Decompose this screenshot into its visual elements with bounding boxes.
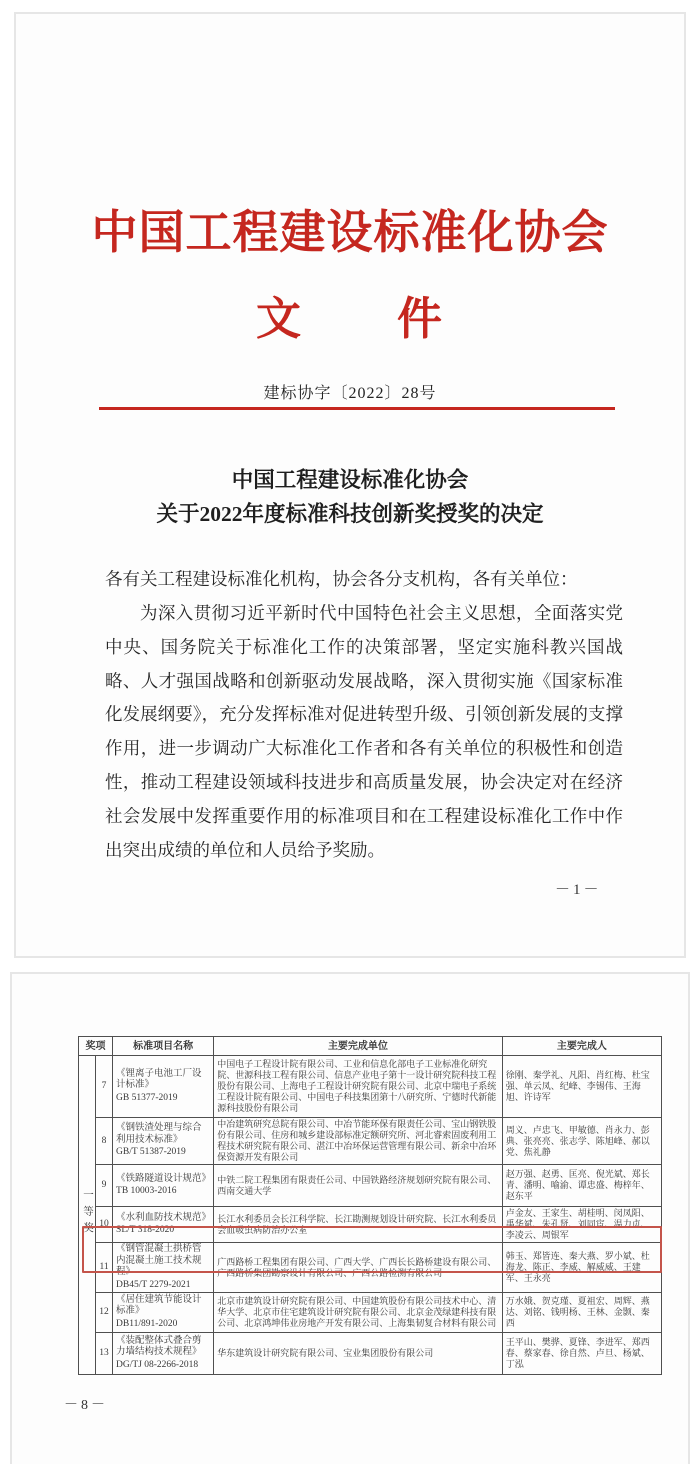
units-cell: 中冶建筑研究总院有限公司、中冶节能环保有限责任公司、宝山钢铁股份有限公司、住房和城乡建设部标准定额研究所、河北睿索固废利用工程技术研究院有限公司、湛江中冶环保运营管理有限公司、新余中冶环保资源开发有限公司 — [214, 1118, 502, 1165]
people-cell: 韩玉、郑皆连、秦大燕、罗小斌、杜海龙、陈正、李威、解威威、王建军、王永亮 — [502, 1243, 661, 1293]
standard-title: 《锂离子电池工厂设计标准》 — [116, 1068, 202, 1091]
standard-title: 《钢铁渣处理与综合利用技术标准》 — [116, 1123, 202, 1145]
decision-title-line2: 关于2022年度标准科技创新奖授奖的决定 — [156, 502, 544, 526]
units-cell: 广西路桥工程集团有限公司、广西大学、广西长长路桥建设有限公司、广西路桥集团勘察设计有限公司、广西公路检测有限公司 — [214, 1243, 502, 1293]
table-row-highlighted — [79, 1243, 662, 1293]
table-row — [79, 1056, 662, 1118]
people-cell: 万水娥、贺克瑾、夏祖宏、周辉、燕达、刘铭、钱明杨、王林、金颢、秦西 — [502, 1293, 661, 1333]
document-page-2 — [10, 972, 690, 1464]
row-number: 11 — [96, 1243, 113, 1293]
red-divider-rule — [99, 407, 615, 410]
table-row — [79, 1333, 662, 1375]
people-cell: 徐刚、秦学礼、凡阳、肖红梅、杜宝强、单云凤、纪峰、李锡伟、王海旭、许诗军 — [502, 1056, 661, 1118]
standard-title: 《铁路隧道设计规范》 — [116, 1173, 212, 1184]
units-cell: 中铁二院工程集团有限责任公司、中国铁路经济规划研究院有限公司、西南交通大学 — [214, 1165, 502, 1207]
units-cell: 北京市建筑设计研究院有限公司、中国建筑股份有限公司技术中心、清华大学、北京市住宅建筑设计研究院有限公司、北京金茂绿建科技有限公司、北京鸿坤伟业房地产开发有限公司、上海集韧复合材料有限公司 — [214, 1293, 502, 1333]
row-number: 8 — [96, 1118, 113, 1165]
standard-code: DB45/T 2279-2021 — [116, 1279, 191, 1290]
row-number: 7 — [96, 1056, 113, 1118]
standard-name-cell — [113, 1056, 214, 1118]
standard-code: TB 10003-2016 — [116, 1186, 177, 1196]
standard-name-cell — [113, 1333, 214, 1375]
page-number-8: －8－ — [64, 1398, 108, 1413]
standard-title: 《居住建筑节能设计标准》 — [116, 1294, 202, 1317]
salutation-line: 各有关工程建设标准化机构，协会各分支机构，各有关单位： — [105, 569, 578, 589]
standard-name-cell — [113, 1165, 214, 1207]
standard-name-cell — [113, 1243, 214, 1293]
standard-name-cell — [113, 1293, 214, 1333]
header-main-units: 主要完成单位 — [214, 1037, 502, 1056]
table-row — [79, 1118, 662, 1165]
page-number-1: －1－ — [555, 882, 602, 898]
standard-code: GB 51377-2019 — [116, 1092, 178, 1103]
table-header-row — [79, 1037, 662, 1056]
people-cell: 王平山、樊骅、夏锋、李进军、郑西春、蔡家春、徐自然、卢旦、杨斌、丁泓 — [502, 1333, 661, 1375]
standard-title: 《钢管混凝土拱桥管内混凝土施工技术规程》 — [116, 1244, 202, 1277]
award-class-cell — [79, 1056, 96, 1375]
header-standard-name: 标准项目名称 — [113, 1037, 214, 1056]
people-cell: 卢金友、王家生、胡桂明、闵凤阳、禹华斌、朱孔贤、刘同宦、温力贞、李凌云、周银军 — [502, 1207, 661, 1243]
units-cell: 长江水利委员会长江科学院、长江勘测规划设计研究院、长江水利委员会血吸虫病防治办公室 — [214, 1207, 502, 1243]
masthead-title: 中国工程建设标准化协会 — [91, 207, 609, 258]
row-number: 10 — [96, 1207, 113, 1243]
body-paragraph: 为深入贯彻习近平新时代中国特色社会主义思想，全面落实党中央、国务院关于标准化工作的决策部署，坚定实施科教兴国战略、人才强国战略和创新驱动发展战略，深入贯彻实施《国家标准化发展纲要》，充分发挥标准对促进转型升级、引领创新发展的支撑作用，进一步调动广大标准化工作者和各有关单位的积极性和创造性，推动工程建设领域科技进步和高质量发展，协会决定对在经济社会发展中发挥重要作用的标准项目和在工程建设标准化工作中作出突出成绩的单位和人员给予奖励。 — [105, 603, 623, 860]
table-row — [79, 1207, 662, 1243]
row-number: 13 — [96, 1333, 113, 1375]
standard-code: GB/T 51387-2019 — [116, 1147, 186, 1158]
header-award-class: 奖项 — [79, 1037, 113, 1056]
standard-title: 《装配整体式叠合剪力墙结构技术规程》 — [116, 1335, 202, 1358]
units-cell: 中国电子工程设计院有限公司、工业和信息化部电子工业标准化研究院、世源科技工程有限公司、信息产业电子第十一设计研究院科技工程股份有限公司、上海电子工程设计研究院有限公司、北京中瑞电子系统工程设计院有限公司、中国电子科技集团第十八研究所、宁德时代新能源科技股份有限公司 — [214, 1056, 502, 1118]
decision-title-line1: 中国工程建设标准化协会 — [231, 468, 469, 492]
table-row — [79, 1165, 662, 1207]
document-page-1 — [14, 12, 686, 958]
standard-code: DB11/891-2020 — [116, 1318, 178, 1329]
people-cell: 周义、卢忠飞、甲敏德、肖永力、彭典、张亮亮、张志学、陈旭峰、郝以党、焦礼静 — [502, 1118, 661, 1165]
award-class-label: 一等奖 — [82, 1188, 93, 1239]
standard-code: SL/T 318-2020 — [116, 1225, 175, 1235]
units-cell: 华东建筑设计研究院有限公司、宝业集团股份有限公司 — [214, 1333, 502, 1375]
header-main-people: 主要完成人 — [502, 1037, 661, 1056]
standard-name-cell — [113, 1207, 214, 1243]
standard-code: DG/TJ 08-2266-2018 — [116, 1359, 199, 1370]
people-cell: 赵万强、赵勇、匡亮、倪光斌、郑长青、潘明、喻渝、谭忠盛、梅梓年、赵东平 — [502, 1165, 661, 1207]
row-number: 12 — [96, 1293, 113, 1333]
row-number: 9 — [96, 1165, 113, 1207]
table-row — [79, 1293, 662, 1333]
awards-table — [78, 1036, 662, 1375]
standard-name-cell — [113, 1118, 214, 1165]
masthead-wenjian: 文 件 — [255, 294, 444, 344]
standard-title: 《水利血防技术规范》 — [116, 1212, 212, 1223]
document-number: 建标协字〔2022〕28号 — [263, 385, 437, 402]
